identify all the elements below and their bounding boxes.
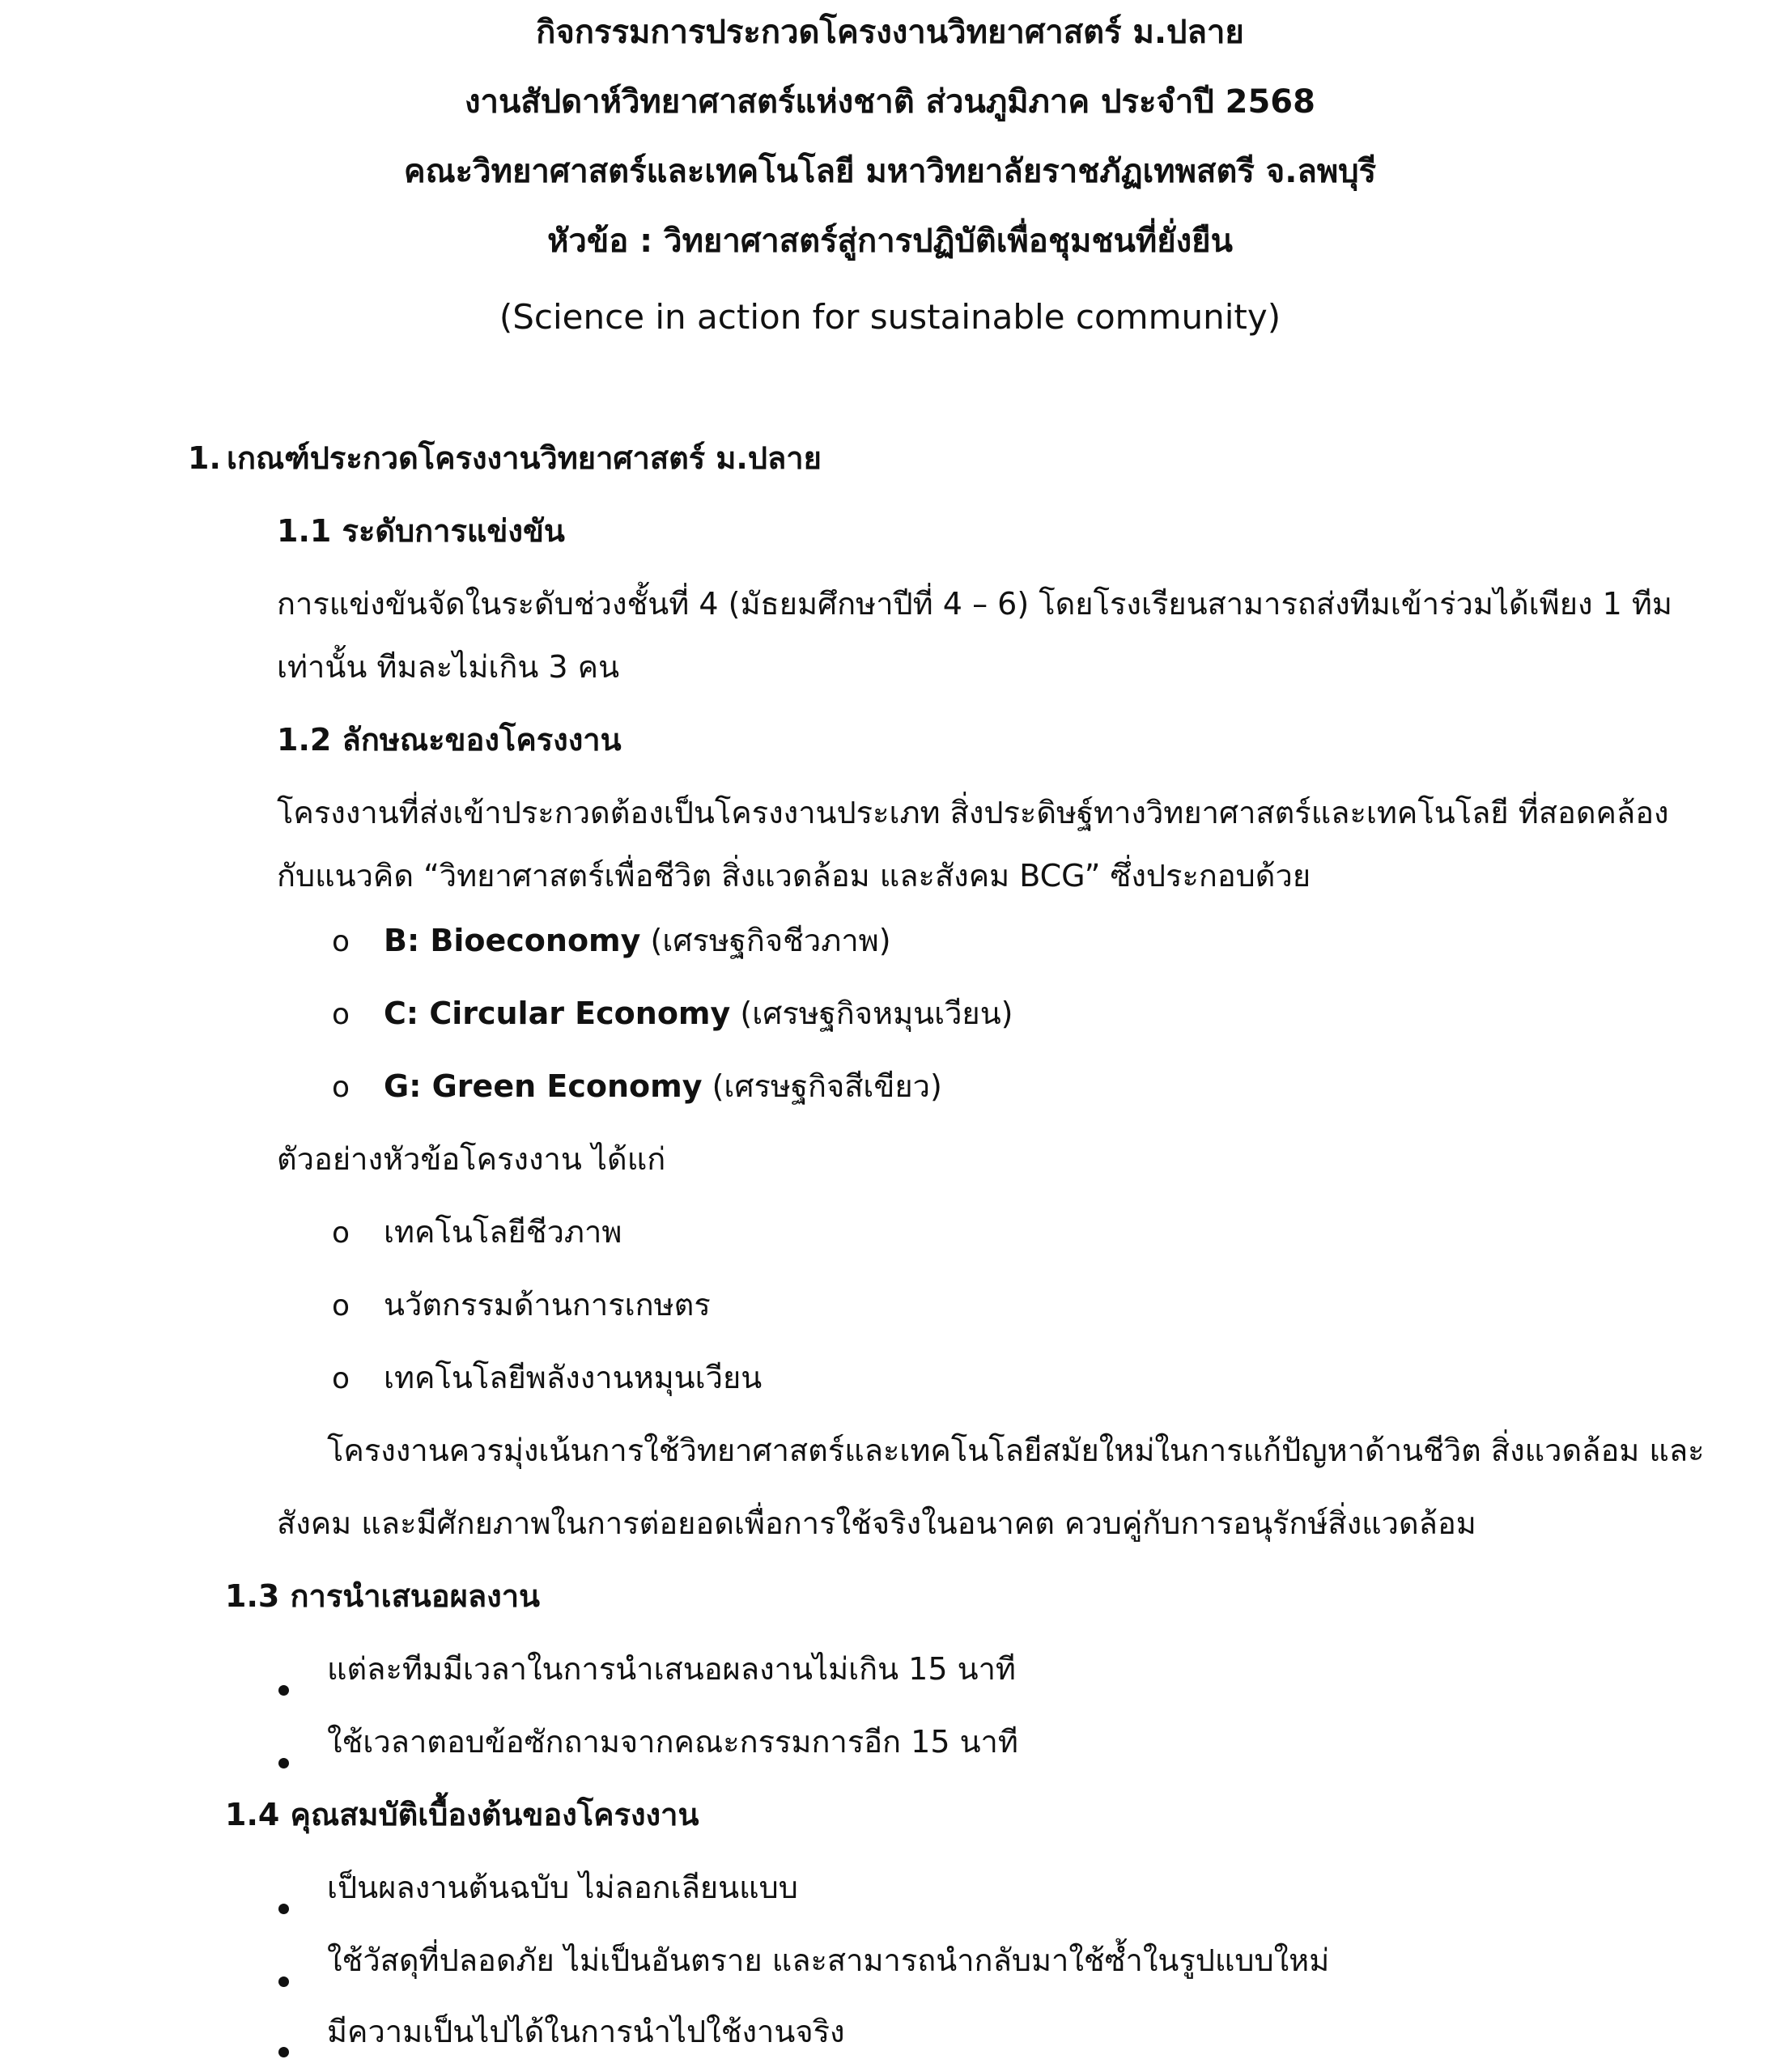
qualification-item: ใช้วัสดุที่ปลอดภัย ไม่เป็นอันตราย และสามารถนำกลับมาใช้ซ้ำในรูปแบบใหม่ — [327, 1942, 1330, 1978]
qualification-item: เป็นผลงานต้นฉบับ ไม่ลอกเลียนแบบ — [327, 1870, 798, 1905]
section-1-number: 1. — [188, 440, 221, 476]
bullet-dot — [278, 2047, 289, 2057]
subsection-1-1-text-line-1: การแข่งขันจัดในระดับช่วงชั้นที่ 4 (มัธยมศึกษาปีที่ 4 – 6) โดยโรงเรียนสามารถส่งทีมเข้าร่วมได้เพียง 1 ทีม — [277, 586, 1672, 622]
subsection-1-1-text-line-2: เท่านั้น ทีมละไม่เกิน 3 คน — [277, 649, 620, 685]
bcg-item-desc: (เศรษฐกิจหมุนเวียน) — [730, 996, 1013, 1031]
example-item: เทคโนโลยีพลังงานหมุนเวียน — [384, 1360, 763, 1395]
subsection-1-2-paragraph-line-2: สังคม และมีศักยภาพในการต่อยอดเพื่อการใช้จริงในอนาคต ควบคู่กับการอนุรักษ์สิ่งแวดล้อม — [277, 1505, 1476, 1541]
doc-topic-line: หัวข้อ : วิทยาศาสตร์สู่การปฏิบัติเพื่อชุมชนที่ยั่งยืน — [547, 223, 1233, 260]
doc-title-line-3: คณะวิทยาศาสตร์และเทคโนโลยี มหาวิทยาลัยราชภัฏเทพสตรี จ.ลพบุรี — [403, 153, 1377, 190]
bcg-item-circular-economy — [384, 991, 1013, 1036]
example-item: เทคโนโลยีชีวภาพ — [384, 1214, 622, 1250]
subsection-1-2-text-line-1: โครงงานที่ส่งเข้าประกวดต้องเป็นโครงงานประเภท สิ่งประดิษฐ์ทางวิทยาศาสตร์และเทคโนโลยี ที่สอดคล้อง — [277, 795, 1669, 830]
qualification-item: มีความเป็นไปได้ในการนำไปใช้งานจริง — [327, 2014, 845, 2049]
list-marker-circle: o — [332, 1362, 350, 1395]
list-marker-circle: o — [332, 1289, 350, 1323]
bcg-item-green-economy — [384, 1064, 942, 1109]
bullet-dot — [278, 1976, 289, 1987]
bullet-dot — [278, 1685, 289, 1696]
doc-topic-english: (Science in action for sustainable community) — [499, 297, 1281, 337]
bcg-item-desc: (เศรษฐกิจชีวภาพ) — [640, 923, 891, 958]
list-marker-circle: o — [332, 1071, 350, 1104]
presentation-item: แต่ละทีมมีเวลาในการนำเสนอผลงานไม่เกิน 15 นาที — [327, 1651, 1016, 1687]
subsection-1-3-heading: 1.3 การนำเสนอผลงาน — [225, 1578, 541, 1614]
list-marker-circle: o — [332, 1216, 350, 1250]
bullet-dot — [278, 1758, 289, 1768]
bullet-dot — [278, 1904, 289, 1914]
presentation-item: ใช้เวลาตอบข้อซักถามจากคณะกรรมการอีก 15 นาที — [327, 1724, 1018, 1760]
list-marker-circle: o — [332, 998, 350, 1031]
subsection-1-4-heading: 1.4 คุณสมบัติเบื้องต้นของโครงงาน — [225, 1797, 699, 1832]
section-1-heading: เกณฑ์ประกวดโครงงานวิทยาศาสตร์ ม.ปลาย — [227, 440, 822, 476]
subsection-1-2-paragraph-line-1: โครงงานควรมุ่งเน้นการใช้วิทยาศาสตร์และเทคโนโลยีสมัยใหม่ในการแก้ปัญหาด้านชีวิต สิ่งแวดล้อม และ — [327, 1433, 1705, 1468]
bcg-item-desc: (เศรษฐกิจสีเขียว) — [702, 1068, 942, 1104]
list-marker-circle: o — [332, 925, 350, 958]
examples-intro: ตัวอย่างหัวข้อโครงงาน ได้แก่ — [277, 1141, 666, 1177]
example-item: นวัตกรรมด้านการเกษตร — [384, 1287, 711, 1323]
doc-title-line-1: กิจกรรมการประกวดโครงงานวิทยาศาสตร์ ม.ปลาย — [536, 14, 1244, 51]
doc-title-line-2: งานสัปดาห์วิทยาศาสตร์แห่งชาติ ส่วนภูมิภาค ประจำปี 2568 — [465, 83, 1315, 121]
bcg-item-key: G: Green Economy — [384, 1068, 703, 1104]
bcg-item-key: B: Bioeconomy — [384, 923, 641, 958]
subsection-1-2-text-line-2: กับแนวคิด “วิทยาศาสตร์เพื่อชีวิต สิ่งแวดล้อม และสังคม BCG” ซึ่งประกอบด้วย — [277, 858, 1311, 894]
subsection-1-1-heading: 1.1 ระดับการแข่งขัน — [277, 513, 565, 549]
subsection-1-2-heading: 1.2 ลักษณะของโครงงาน — [277, 722, 622, 758]
bcg-item-bioeconomy — [384, 918, 891, 963]
bcg-item-key: C: Circular Economy — [384, 996, 731, 1031]
